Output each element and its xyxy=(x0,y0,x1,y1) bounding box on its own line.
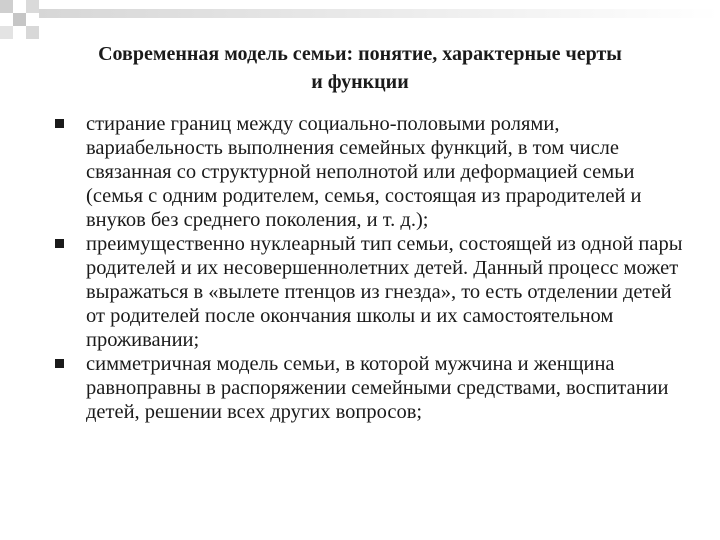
bullet-text-1: стирание границ между социально-половыми ролями, вариабельность выполнения семейных функций, в том числе связанная со структурной неполнотой или деформацией семьи (семья с одним родителем, семья, состоящая из прародителей и внуков без среднего поколения, и т. д.); xyxy=(86,113,642,231)
bullet-text-2: преимущественно нуклеарный тип семьи, состоящей из одной пары родителей и их несовершеннолетних детей. Данный процесс может выражаться в «вылете птенцов из гнезда», то есть отделении детей от родителей после окончания школы и их самостоятельном проживании; xyxy=(86,233,683,351)
square-bullet-icon xyxy=(55,359,64,368)
bullet-list xyxy=(54,112,684,424)
square-bullet-icon xyxy=(55,239,64,248)
slide-title xyxy=(20,40,700,96)
square-bullet-icon xyxy=(55,119,64,128)
slide-title-line-1: Современная модель семьи: понятие, характерные черты xyxy=(98,43,622,65)
bullet-item-2 xyxy=(54,232,684,352)
bullet-text-3: симметричная модель семьи, в которой мужчина и женщина равноправны в распоряжении семейными средствами, воспитании детей, решении всех других вопросов; xyxy=(86,353,669,423)
corner-squares-decoration xyxy=(0,0,720,40)
bullet-item-1 xyxy=(54,112,684,232)
slide-title-line-2: и функции xyxy=(311,71,409,93)
bullet-item-3 xyxy=(54,352,684,424)
